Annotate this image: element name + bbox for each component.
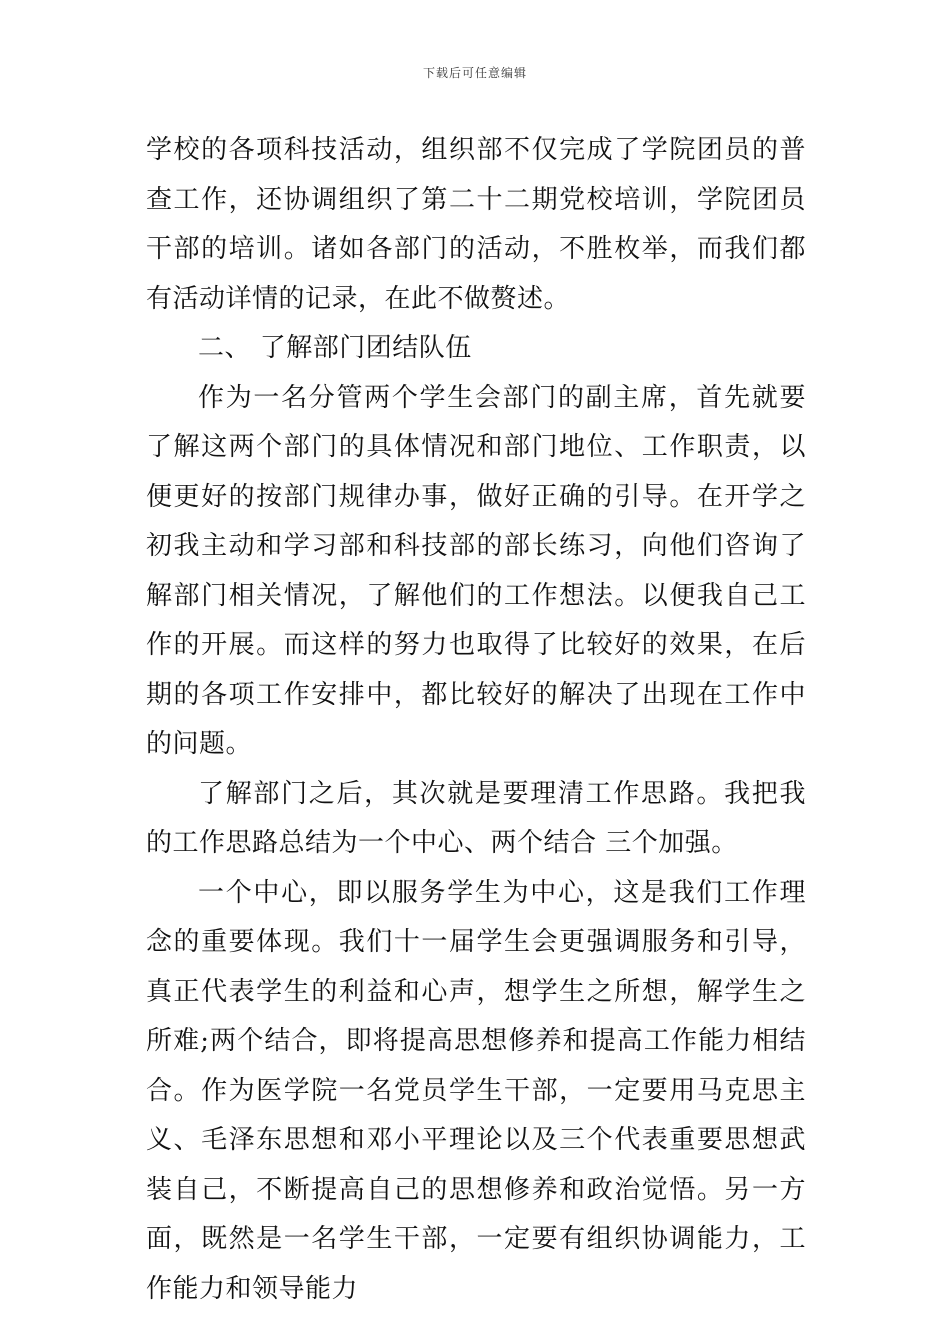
document-body — [146, 126, 806, 1314]
paragraph-5: 一个中心，即以服务学生为中心，这是我们工作理念的重要体现。我们十一届学生会更强调服务和引导，真正代表学生的利益和心声，想学生之所想，解学生之所难;两个结合，即将提高思想修养和提高工作能力相结合。作为医学院一名党员学生干部，一定要用马克思主义、毛泽东思想和邓小平理论以及三个代表重要思想武装自己，不断提高自己的思想修养和政治觉悟。另一方面，既然是一名学生干部，一定要有组织协调能力，工作能力和领导能力 — [146, 877, 806, 1304]
paragraph-3: 作为一名分管两个学生会部门的副主席，首先就要了解这两个部门的具体情况和部门地位、工作职责，以便更好的按部门规律办事，做好正确的引导。在开学之初我主动和学习部和科技部的部长练习，向他们咨询了解部门相关情况，了解他们的工作想法。以便我自己工作的开展。而这样的努力也取得了比较好的效果，在后期的各项工作安排中，都比较好的解决了出现在工作中的问题。 — [146, 382, 806, 759]
paragraph-1: 学校的各项科技活动，组织部不仅完成了学院团员的普查工作，还协调组织了第二十二期党校培训，学院团员干部的培训。诸如各部门的活动，不胜枚举，而我们都有活动详情的记录，在此不做赘述。 — [146, 135, 806, 314]
section-heading-2: 二、 了解部门团结队伍 — [198, 333, 472, 363]
paragraph-4: 了解部门之后，其次就是要理清工作思路。我把我的工作思路总结为一个中心、两个结合 三个加强。 — [146, 778, 806, 858]
page-header-note: 下载后可任意编辑 — [422, 66, 527, 80]
